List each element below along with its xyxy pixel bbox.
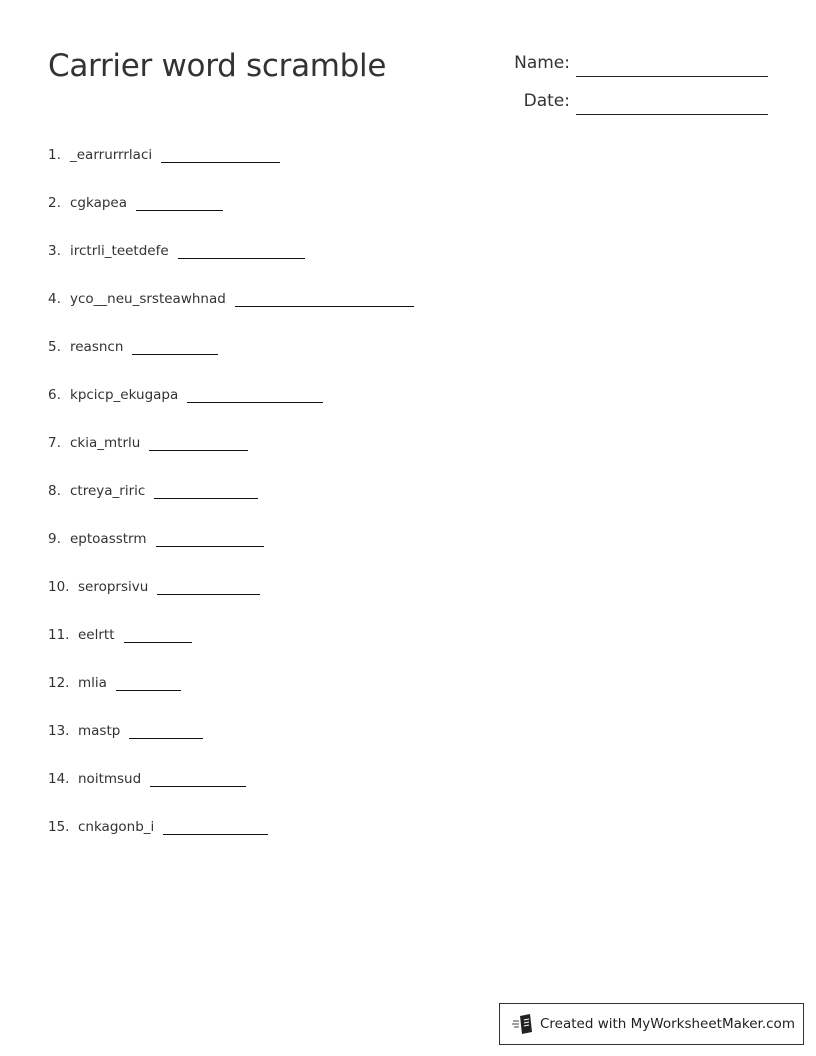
scramble-item xyxy=(48,675,414,723)
scramble-item xyxy=(48,531,414,579)
worksheet-logo-icon xyxy=(512,1013,534,1035)
scrambled-word: reasncn xyxy=(70,339,124,355)
scramble-item xyxy=(48,387,414,435)
item-number: 5. xyxy=(48,339,61,355)
answer-line[interactable] xyxy=(149,449,248,451)
scramble-item xyxy=(48,339,414,387)
item-number: 11. xyxy=(48,627,70,643)
scrambled-word: kpcicp_ekugapa xyxy=(70,387,179,403)
answer-line[interactable] xyxy=(187,401,323,403)
item-number: 15. xyxy=(48,819,70,835)
scramble-item xyxy=(48,723,414,771)
item-number: 12. xyxy=(48,675,70,691)
scrambled-word: eelrtt xyxy=(78,627,115,643)
scramble-item xyxy=(48,483,414,531)
item-number: 14. xyxy=(48,771,70,787)
answer-line[interactable] xyxy=(154,497,258,499)
footer-text: Created with MyWorksheetMaker.com xyxy=(540,1016,795,1032)
scramble-item xyxy=(48,579,414,627)
scrambled-word: cgkapea xyxy=(70,195,127,211)
scrambled-word: irctrli_teetdefe xyxy=(70,243,169,259)
scramble-item xyxy=(48,627,414,675)
answer-line[interactable] xyxy=(156,545,264,547)
answer-line[interactable] xyxy=(150,785,246,787)
scrambled-word: _earrurrrlaci xyxy=(70,147,153,163)
scramble-item xyxy=(48,291,414,339)
scramble-item xyxy=(48,243,414,291)
scrambled-word: mastp xyxy=(78,723,121,739)
name-label: Name: xyxy=(514,53,570,73)
answer-line[interactable] xyxy=(124,641,192,643)
date-label: Date: xyxy=(523,91,570,111)
answer-line[interactable] xyxy=(235,305,414,307)
item-number: 7. xyxy=(48,435,61,451)
scramble-item xyxy=(48,771,414,819)
answer-line[interactable] xyxy=(178,257,305,259)
answer-line[interactable] xyxy=(116,689,181,691)
scramble-item xyxy=(48,147,414,195)
item-number: 6. xyxy=(48,387,61,403)
scrambled-word: cnkagonb_i xyxy=(78,819,155,835)
scramble-item xyxy=(48,195,414,243)
date-field-line[interactable] xyxy=(576,114,768,115)
footer-credit xyxy=(499,1003,804,1045)
answer-line[interactable] xyxy=(136,209,223,211)
scramble-item xyxy=(48,819,414,867)
answer-line[interactable] xyxy=(132,353,218,355)
page-title: Carrier word scramble xyxy=(48,48,387,84)
item-number: 8. xyxy=(48,483,61,499)
name-field-line[interactable] xyxy=(576,76,768,77)
item-number: 9. xyxy=(48,531,61,547)
scrambled-word: ckia_mtrlu xyxy=(70,435,141,451)
date-field-label-wrap xyxy=(470,91,570,113)
answer-line[interactable] xyxy=(163,833,268,835)
scrambled-word: eptoasstrm xyxy=(70,531,147,547)
item-number: 13. xyxy=(48,723,70,739)
scrambled-word: noitmsud xyxy=(78,771,142,787)
item-number: 3. xyxy=(48,243,61,259)
answer-line[interactable] xyxy=(157,593,260,595)
answer-line[interactable] xyxy=(161,161,280,163)
scramble-item xyxy=(48,435,414,483)
scramble-list xyxy=(48,147,414,867)
item-number: 1. xyxy=(48,147,61,163)
item-number: 10. xyxy=(48,579,70,595)
name-field-label-wrap xyxy=(470,53,570,75)
scrambled-word: ctreya_riric xyxy=(70,483,146,499)
scrambled-word: yco__neu_srsteawhnad xyxy=(70,291,226,307)
item-number: 2. xyxy=(48,195,61,211)
item-number: 4. xyxy=(48,291,61,307)
scrambled-word: seroprsivu xyxy=(78,579,149,595)
answer-line[interactable] xyxy=(129,737,203,739)
scrambled-word: mlia xyxy=(78,675,107,691)
